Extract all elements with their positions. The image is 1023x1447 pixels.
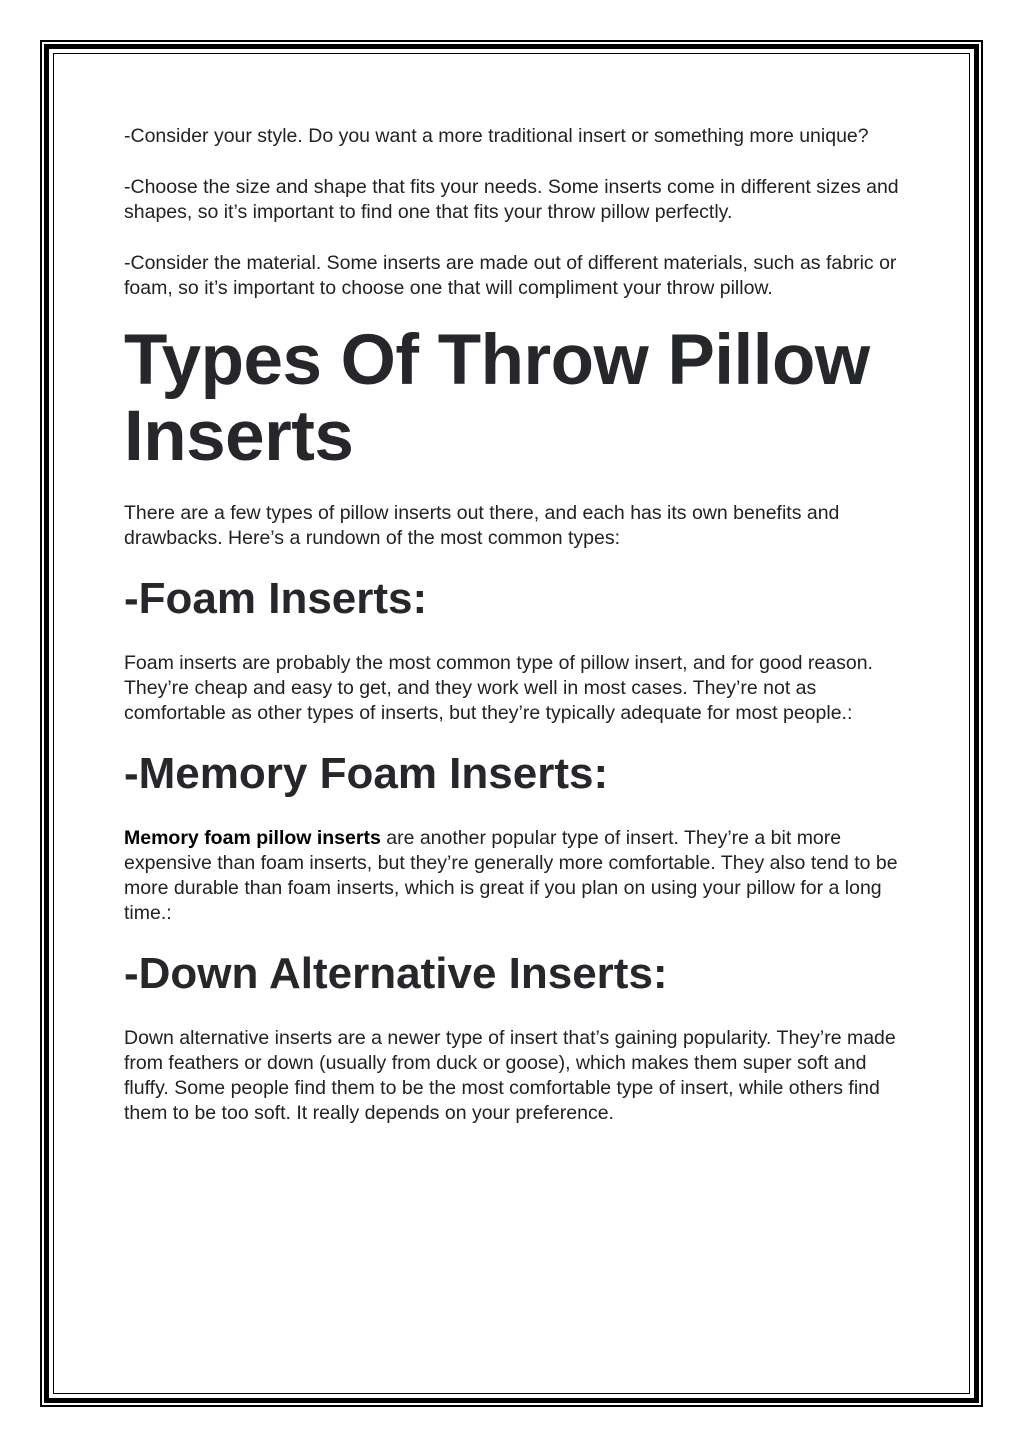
intro-paragraph: There are a few types of pillow inserts out there, and each has its own benefits and drawbacks. Here’s a rundown of the most common types:	[124, 502, 840, 549]
tip-style: -Consider your style. Do you want a more traditional insert or something more unique?	[124, 125, 869, 147]
section-text-memory-foam	[124, 826, 904, 926]
section-heading-down-alternative: -Down Alternative Inserts:	[124, 949, 668, 998]
document-body	[124, 124, 904, 1126]
memory-foam-body: are another popular type of insert. They’re a bit more expensive than foam inserts, but they’re generally more comfortable. They also tend to be more durable than foam inserts, which is great if you plan on using your pillow for a long time.:	[124, 827, 898, 924]
section-text-down-alternative: Down alternative inserts are a newer type of insert that’s gaining popularity. They’re made from feathers or down (usually from duck or goose), which makes them super soft and fluffy. Some people find them to be the most comfortable type of insert, while others find them to be too soft. It really depends on your preference.	[124, 1027, 896, 1124]
tip-material: -Consider the material. Some inserts are made out of different materials, such as fabric or foam, so it’s important to choose one that will compliment your throw pillow.	[124, 252, 897, 299]
page-title: Types Of Throw Pillow Inserts	[124, 321, 870, 476]
section-heading-memory-foam: -Memory Foam Inserts:	[124, 749, 609, 798]
memory-foam-link-text[interactable]: Memory foam pillow inserts	[124, 827, 381, 849]
tip-size-shape: -Choose the size and shape that fits your needs. Some inserts come in different sizes and shapes, so it’s important to find one that fits your throw pillow perfectly.	[124, 176, 899, 223]
section-heading-foam: -Foam Inserts:	[124, 574, 428, 623]
section-text-foam: Foam inserts are probably the most common type of pillow insert, and for good reason. They’re cheap and easy to get, and they work well in most cases. They’re not as comfortable as other types of inserts, but they’re typically adequate for most people.:	[124, 652, 873, 724]
